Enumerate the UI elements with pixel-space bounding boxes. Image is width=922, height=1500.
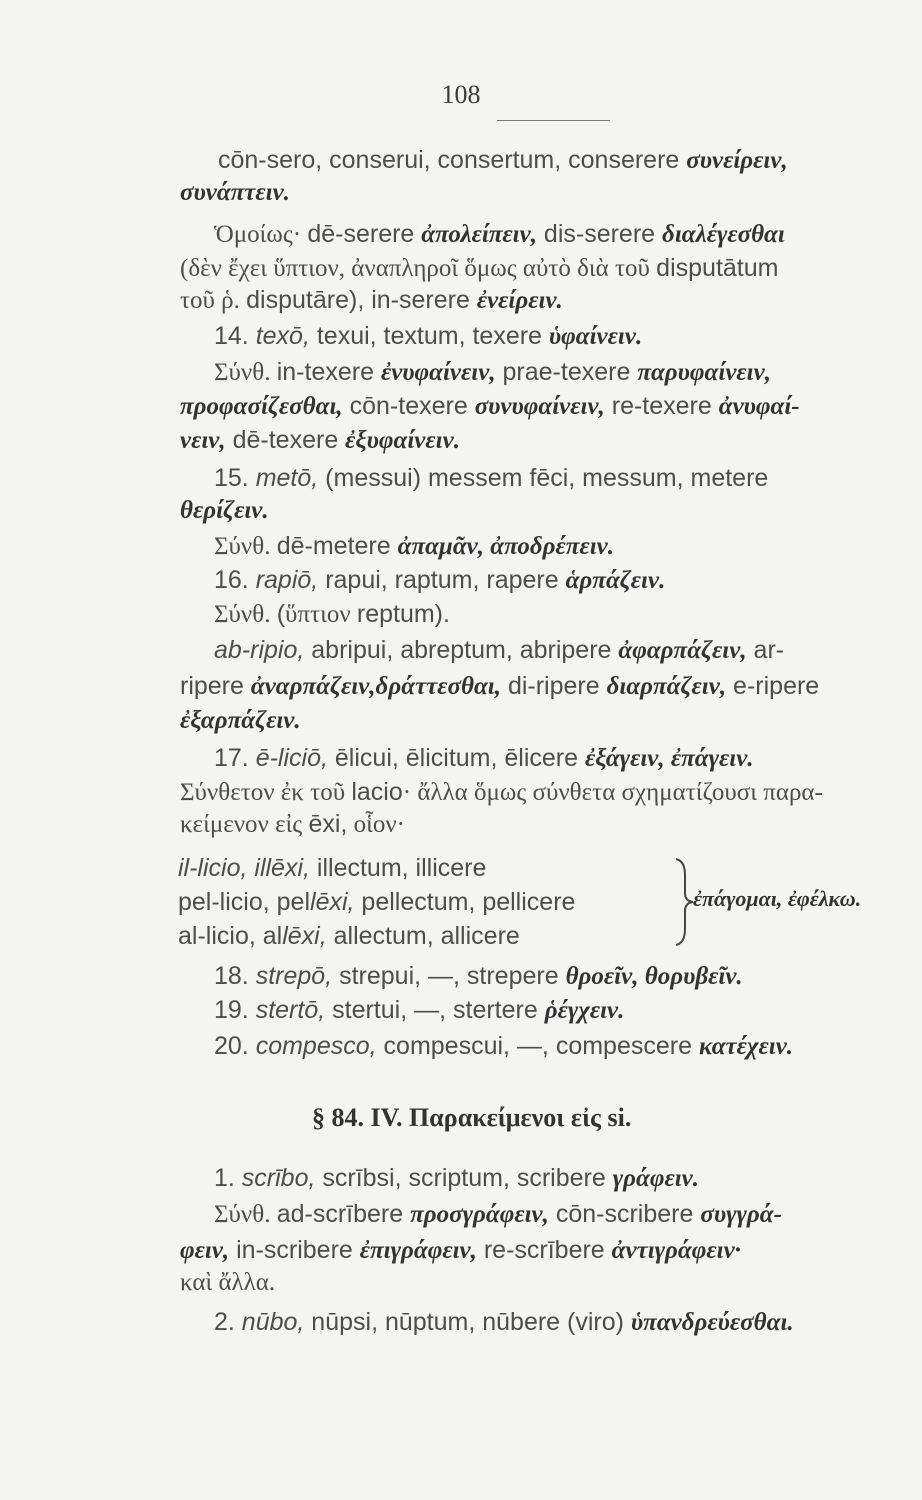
text-segment: al-licio, al xyxy=(178,922,283,950)
text-line xyxy=(214,598,450,631)
greek-term: γράφειν. xyxy=(612,1165,699,1192)
text-segment: reptum). xyxy=(356,600,450,628)
text-segment: strepui, —, strepere xyxy=(332,962,566,990)
text-line xyxy=(214,1162,699,1195)
greek-term: κατέχειν. xyxy=(698,1033,794,1060)
greek-term: ἐπιγράφειν, xyxy=(359,1237,477,1264)
text-segment: stertō, xyxy=(255,996,326,1024)
text-segment: ὕπτιον xyxy=(285,601,357,628)
text-segment: · ἄλλα ὅμως σύνθετα σχηματίζουσι παρα- xyxy=(402,779,823,806)
greek-term: ἐνείρειν. xyxy=(476,287,563,314)
text-segment: in-texere xyxy=(276,358,381,386)
text-segment: illēxi, xyxy=(247,854,310,882)
greek-term: συγγρά- xyxy=(700,1201,782,1228)
text-segment: ripere xyxy=(180,672,251,700)
greek-term: ἀφαρπάζειν, xyxy=(618,637,747,664)
text-line xyxy=(214,634,784,667)
text-segment: compesco, xyxy=(255,1032,377,1060)
text-segment: rapiō, xyxy=(255,566,319,594)
text-line xyxy=(180,776,823,809)
greek-term: προφασίζεσθαι, xyxy=(180,393,343,420)
greek-term: ἀναρπάζειν,δράττεσθαι, xyxy=(250,673,501,700)
text-line xyxy=(214,1030,793,1063)
text-segment: Σύνθ. xyxy=(214,601,277,628)
text-line xyxy=(178,886,575,918)
greek-term: ἀπαμᾶν, ἀποδρέπειν. xyxy=(397,533,615,560)
text-segment: lacio xyxy=(351,778,403,806)
text-segment: cōn-sero, conserui, consertum, conserere xyxy=(218,146,687,174)
text-segment: Ὁμοίως· xyxy=(214,221,308,248)
greek-term: θροεῖν, θορυβεῖν. xyxy=(565,963,743,990)
text-line xyxy=(180,176,290,209)
text-line xyxy=(180,704,301,737)
text-segment: lēxi, xyxy=(310,888,355,916)
greek-term: ὑπανδρεύεσθαι. xyxy=(630,1309,794,1336)
section-heading xyxy=(312,1102,631,1134)
text-segment: scrībsi, scriptum, scribere xyxy=(315,1164,613,1192)
text-segment: 14. xyxy=(214,322,256,350)
text-line xyxy=(214,320,642,353)
text-segment: lēxi, xyxy=(282,922,327,950)
text-segment: ēxi, xyxy=(308,810,348,838)
greek-term: ἐξάγειν, ἐπάγειν. xyxy=(584,745,754,772)
text-segment: dē-metere xyxy=(276,532,398,560)
text-segment: ēlicui, ēlicitum, ēlicere xyxy=(327,744,585,772)
text-segment: (δὲν ἔχει ὕπτιον, ἀναπληροῖ ὅμως αὐτὸ διὰ τοῦ xyxy=(180,255,657,282)
text-segment: 15. xyxy=(214,464,256,492)
greek-term: ῥέγχειν. xyxy=(544,997,625,1024)
text-line xyxy=(218,144,788,177)
greek-term: διαλέγεσθαι xyxy=(662,221,785,248)
page-number: 108 xyxy=(441,80,481,109)
greek-term: νειν, xyxy=(180,427,226,454)
text-segment: e-ripere xyxy=(726,672,820,700)
text-line xyxy=(214,218,785,251)
text-line xyxy=(180,390,800,423)
text-segment: scrībo, xyxy=(241,1164,316,1192)
greek-term: ἀνυφαί- xyxy=(718,393,800,420)
text-line xyxy=(214,994,624,1027)
greek-term: ἐξυφαίνειν. xyxy=(345,427,460,454)
heading-text: § 84. IV. Παρακείμενοι εἰς si. xyxy=(312,1103,632,1132)
text-segment: nūpsi, nūptum, nūbere (viro) xyxy=(304,1308,631,1336)
text-line xyxy=(214,530,614,563)
text-segment: κείμενον εἰς xyxy=(180,811,309,838)
greek-term: παρυφαίνειν, xyxy=(637,359,771,386)
text-segment: texō, xyxy=(255,322,310,350)
greek-term: ἁρπάζειν. xyxy=(565,567,666,594)
text-segment: καὶ ἄλλα. xyxy=(180,1269,276,1296)
text-segment: Σύνθ. xyxy=(214,1201,277,1228)
text-line xyxy=(180,808,405,841)
greek-term: συνυφαίνειν, xyxy=(474,393,605,420)
greek-term: ἀπολείπειν, xyxy=(421,221,537,248)
text-line xyxy=(178,920,520,952)
text-segment: cōn-scribere xyxy=(548,1200,701,1228)
text-segment: 19. xyxy=(214,996,256,1024)
text-segment: 2. xyxy=(214,1308,242,1336)
text-segment: ( xyxy=(276,600,286,628)
greek-term: φειν, xyxy=(180,1237,230,1264)
text-segment: pellectum, pellicere xyxy=(354,888,576,916)
greek-term: προσγράφειν, xyxy=(410,1201,549,1228)
greek-term: συνάπτειν. xyxy=(180,179,290,206)
text-segment: ad-scrībere xyxy=(276,1200,411,1228)
text-segment: compescui, —, compescere xyxy=(376,1032,699,1060)
text-segment: cōn-texere xyxy=(342,392,475,420)
text-segment: texui, textum, texere xyxy=(309,322,549,350)
text-segment: dē-serere xyxy=(307,220,422,248)
greek-term: ἀντιγράφειν· xyxy=(611,1237,741,1264)
header-rule xyxy=(497,120,610,121)
text-segment: ē-liciō, xyxy=(255,744,328,772)
greek-term: συνείρειν, xyxy=(686,147,788,174)
brace-label: ἐπάγομαι, ἐφέλκω. xyxy=(693,886,862,911)
text-segment: dis-serere xyxy=(536,220,663,248)
text-segment: ab-ripio, xyxy=(214,636,305,664)
text-segment: stertui, —, stertere xyxy=(325,996,545,1024)
text-line xyxy=(180,670,819,703)
text-segment: disputātum xyxy=(656,254,779,282)
text-segment: dē-texere xyxy=(225,426,346,454)
text-line xyxy=(180,1266,275,1299)
text-segment: metō, xyxy=(255,464,319,492)
text-segment: rapui, raptum, rapere xyxy=(318,566,566,594)
text-segment: οἷον· xyxy=(347,811,405,838)
text-segment: nūbo, xyxy=(241,1308,305,1336)
text-line xyxy=(180,494,269,527)
greek-term: θερίζειν. xyxy=(180,497,269,524)
text-segment: di-ripere xyxy=(501,672,607,700)
text-segment: 16. xyxy=(214,566,256,594)
text-segment: τοῦ ῥ. xyxy=(180,287,247,314)
greek-term: ἐξαρπάζειν. xyxy=(180,707,301,734)
text-segment: re-scrībere xyxy=(476,1236,612,1264)
text-line xyxy=(214,742,754,775)
text-segment: (messui) messem fēci, messum, metere xyxy=(318,464,769,492)
text-line xyxy=(180,1234,741,1267)
text-line xyxy=(214,1306,794,1339)
text-line xyxy=(180,252,778,285)
text-segment: Σύνθ. xyxy=(214,533,277,560)
text-segment: Σύνθ. xyxy=(214,359,277,386)
text-segment: 1. xyxy=(214,1164,242,1192)
text-segment: 17. xyxy=(214,744,256,772)
text-line xyxy=(178,852,486,884)
text-segment: allectum, allicere xyxy=(326,922,520,950)
text-segment: pel-licio, pel xyxy=(178,888,311,916)
text-segment: 20. xyxy=(214,1032,256,1060)
text-segment: re-texere xyxy=(604,392,719,420)
text-segment: in-scribere xyxy=(229,1236,360,1264)
text-segment: illectum, illicere xyxy=(309,854,487,882)
text-line xyxy=(180,284,563,317)
text-line xyxy=(214,564,665,597)
text-line xyxy=(214,960,743,993)
text-line xyxy=(214,356,771,389)
text-segment: prae-texere xyxy=(495,358,638,386)
text-segment: abripui, abreptum, abripere xyxy=(304,636,619,664)
text-segment: 18. xyxy=(214,962,256,990)
brace-icon xyxy=(673,857,695,947)
text-segment: strepō, xyxy=(255,962,333,990)
greek-term: ὑφαίνειν. xyxy=(548,323,643,350)
text-line xyxy=(180,424,460,457)
text-line xyxy=(214,462,768,494)
greek-term: ἐνυφαίνειν, xyxy=(380,359,496,386)
text-segment: il-licio, xyxy=(178,854,248,882)
greek-term: διαρπάζειν, xyxy=(606,673,727,700)
text-segment: ar- xyxy=(746,636,785,664)
text-segment: disputāre), in-serere xyxy=(246,286,477,314)
text-segment: Σύνθετον ἐκ τοῦ xyxy=(180,779,352,806)
text-line xyxy=(214,1198,782,1231)
